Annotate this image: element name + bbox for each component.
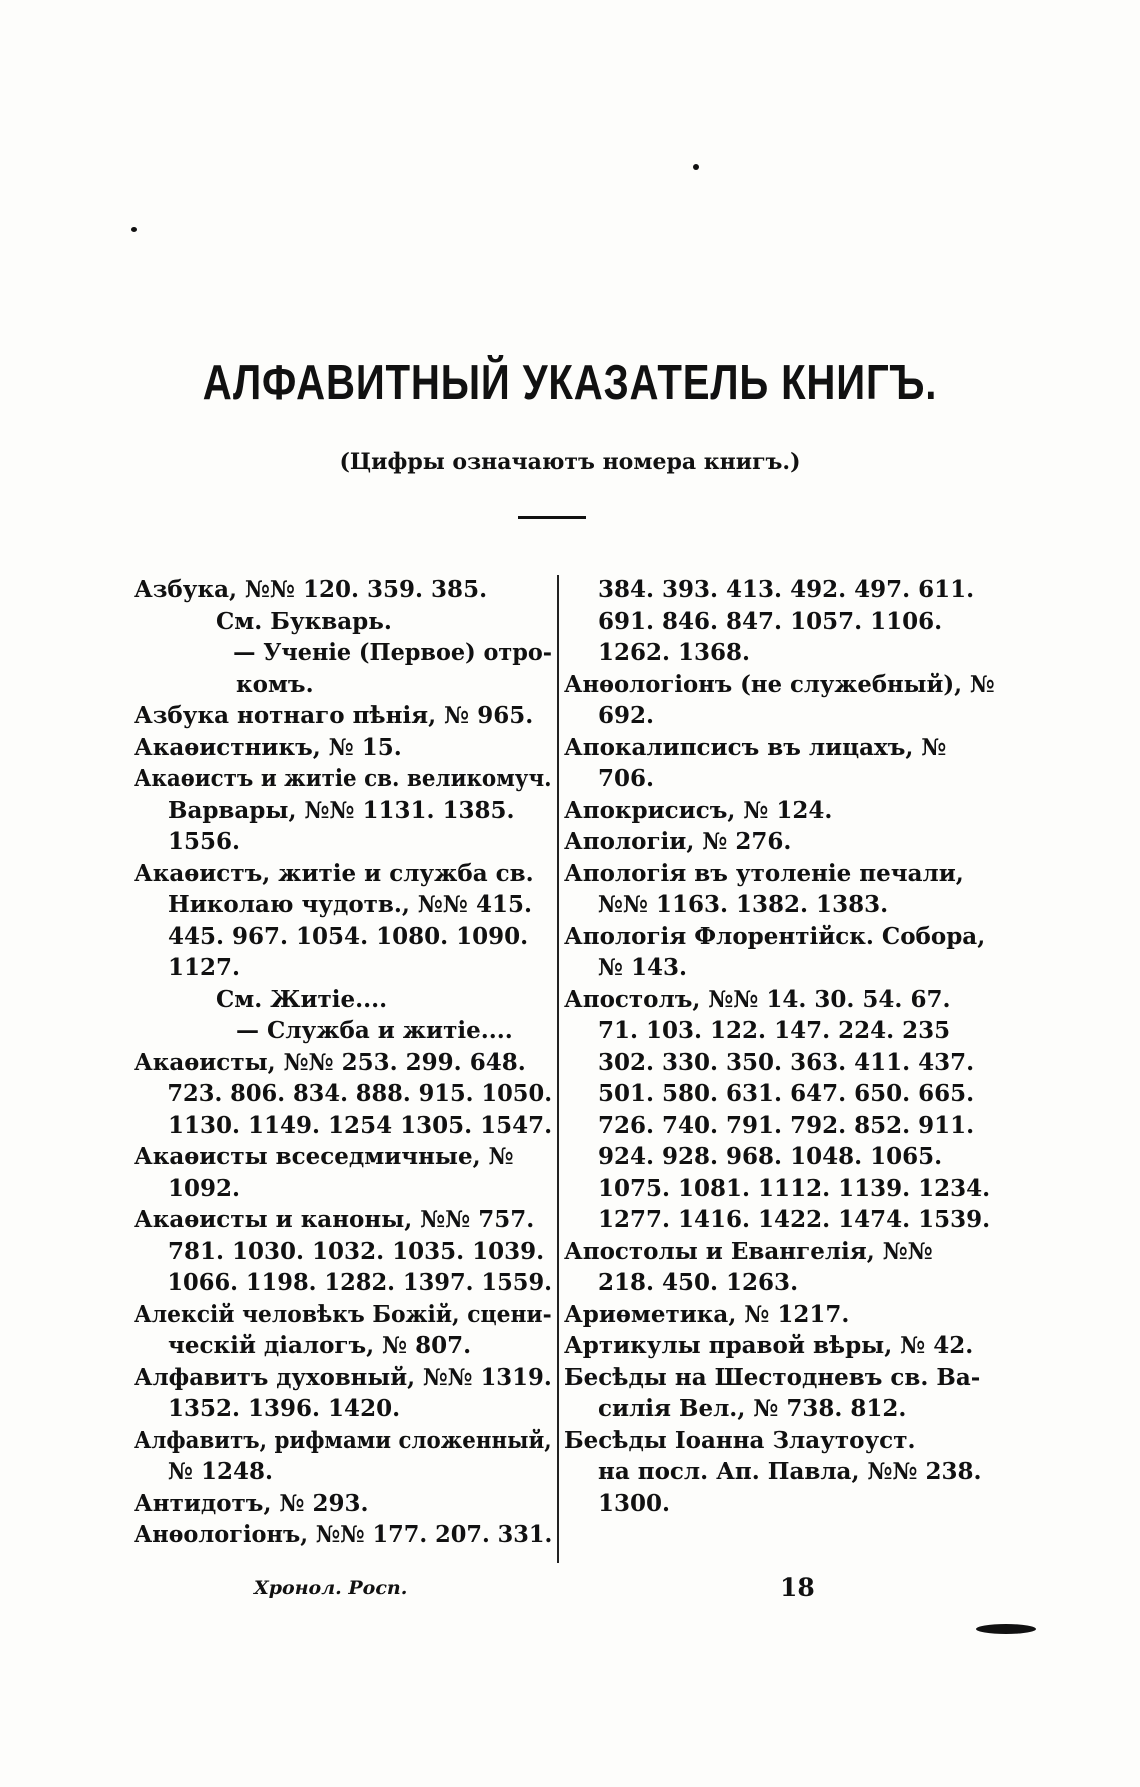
index-entry-line: Артикулы правой вѣры, № 42. [564,1332,974,1359]
index-entry-line: силія Вел., № 738. 812. [598,1395,907,1422]
index-entry-line: 218. 450. 1263. [598,1269,799,1296]
index-entry-line: Акаѳистникъ, № 15. [134,733,402,761]
index-entry-line: 691. 846. 847. 1057. 1106. [598,607,943,635]
page-subtitle: (Цифры означаютъ номера книгъ.) [339,449,801,475]
index-entry-line: Антидотъ, № 293. [134,1489,369,1517]
index-entry-line: комъ. [236,670,314,698]
index-entry-line: Алфавитъ, рифмами сложенный, [134,1426,552,1454]
index-entry-line: Апокалипсисъ въ лицахъ, № [564,733,947,761]
column-divider [557,575,559,1563]
index-entry-line: 706. [598,765,655,792]
footer-signature: Хронол. Росп. [254,1577,408,1599]
index-entry-line: Николаю чудотв., №№ 415. [168,891,532,918]
index-entry-line: Анѳологіонъ, №№ 177. 207. 331. [134,1521,553,1548]
index-entry-line: Анѳологіонъ (не служебный), № [564,670,995,698]
index-entry-line: №№ 1163. 1382. 1383. [598,891,889,918]
index-entry-line: 1130. 1149. 1254 1305. 1547. [168,1111,553,1139]
index-entry-line: Бесѣды Іоанна Злаутоуст. [564,1426,916,1454]
index-entry-line: ческій діалогъ, № 807. [168,1332,472,1359]
index-entry-line: № 143. [598,954,688,981]
index-entry-line: Акаѳистъ и житіе св. великомуч. [134,765,552,792]
index-entry-line: — Ученіе (Первое) отро- [233,639,553,666]
index-column-right [564,574,994,1519]
index-entry-line: 1300. [598,1489,671,1517]
index-entry-line: Апостолъ, №№ 14. 30. 54. 67. [564,985,951,1013]
index-entry-line: 692. [598,702,655,729]
title-divider [518,516,586,519]
index-entry-line: Апокрисисъ, № 124. [564,796,833,824]
index-entry-line: Ариѳметика, № 1217. [564,1300,850,1328]
ink-speck [131,227,137,232]
index-entry-line: 1127. [168,954,241,981]
index-entry-line: См. Житіе.... [216,985,388,1013]
index-entry-line: 723. 806. 834. 888. 915. 1050. [167,1080,553,1107]
index-entry-line: См. Букварь. [216,607,392,635]
index-entry-line: 384. 393. 413. 492. 497. 611. [598,576,975,603]
index-entry-line: на посл. Ап. Павла, №№ 238. [598,1458,982,1485]
index-column-left [134,574,552,1551]
index-entry-line: 1556. [168,828,241,855]
page-number: 18 [780,1573,815,1602]
index-entry-line: 1277. 1416. 1422. 1474. 1539. [598,1206,991,1233]
ink-blot [976,1624,1036,1634]
index-entry-line: Бесѣды на Шестодневъ св. Ва- [564,1363,981,1391]
index-entry-line: Апологія Флорентійск. Собора, [564,922,986,950]
index-entry-line: 726. 740. 791. 792. 852. 911. [598,1111,975,1139]
index-entry-line: 71. 103. 122. 147. 224. 235 [598,1017,951,1044]
index-entry-line: Азбука, №№ 120. 359. 385. [134,576,488,603]
index-entry-line: Акаѳисты и каноны, №№ 757. [134,1206,535,1233]
index-entry-line: Варвары, №№ 1131. 1385. [168,796,515,824]
index-entry-line: 302. 330. 350. 363. 411. 437. [598,1048,975,1076]
index-entry-line: Акаѳистъ, житіе и служба св. [134,859,534,887]
index-entry-line: 1092. [168,1174,241,1202]
index-entry-line: 924. 928. 968. 1048. 1065. [598,1143,943,1170]
index-entry-line: 781. 1030. 1032. 1035. 1039. [168,1237,545,1265]
ink-speck [693,164,699,170]
index-entry-line: Акаѳисты, №№ 253. 299. 648. [134,1048,526,1076]
index-entry-line: Апологія въ утоленіе печали, [564,859,964,887]
index-entry-line: 1066. 1198. 1282. 1397. 1559. [167,1269,553,1296]
index-entry-line: — Служба и житіе.... [236,1017,513,1044]
index-entry-line: 501. 580. 631. 647. 650. 665. [598,1080,975,1107]
index-entry-line: 445. 967. 1054. 1080. 1090. [168,922,529,950]
index-entry-line: Акаѳисты всеседмичные, № [134,1143,514,1170]
index-entry-line: 1262. 1368. [598,639,751,666]
index-entry-line: Апологіи, № 276. [564,828,792,855]
index-entry-line: Алексій человѣкъ Божій, сцени- [134,1300,552,1328]
index-entry-line: 1075. 1081. 1112. 1139. 1234. [598,1174,991,1202]
index-entry-line: Алфавитъ духовный, №№ 1319. [134,1363,552,1391]
index-entry-line: 1352. 1396. 1420. [168,1395,401,1422]
index-entry-line: Апостолы и Евангелія, №№ [564,1237,933,1265]
page-title: АЛФАВИТНЫЙ УКАЗАТЕЛЬ КНИГЪ. [202,356,938,410]
index-entry-line: Азбука нотнаго пѣнія, № 965. [134,702,534,729]
index-entry-line: № 1248. [168,1458,274,1485]
